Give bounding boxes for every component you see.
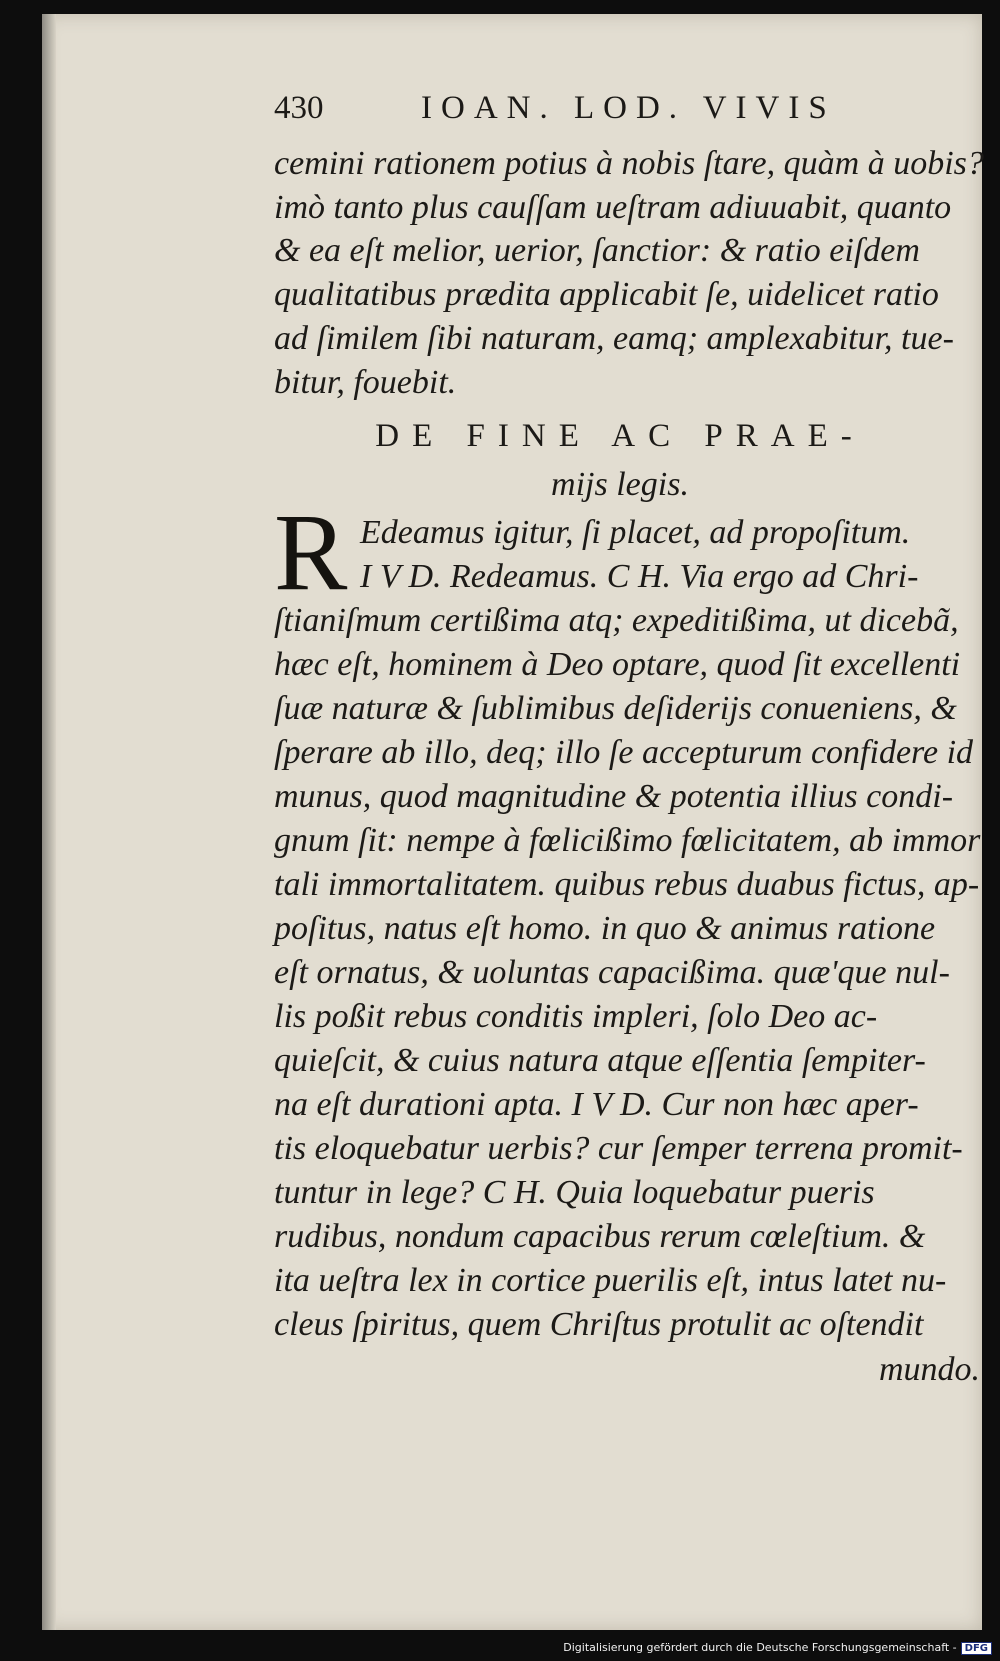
text-line: Edeamus igitur, ſi placet, ad propoſitum. bbox=[360, 514, 911, 551]
text-line: ſperare ab illo, deq; illo ſe accepturum confidere id bbox=[274, 734, 974, 771]
drop-cap: R bbox=[274, 491, 348, 613]
text-line: ſuæ naturæ & ſublimibus deſiderijs conueniens, & bbox=[274, 690, 957, 727]
text-line: I V D. Redeamus. C H. Via ergo ad Chri- bbox=[360, 558, 919, 595]
text-line: hæc eſt, hominem à Deo optare, quod ſit excellenti bbox=[274, 646, 961, 683]
text-line: munus, quod magnitudine & potentia illius condi- bbox=[274, 778, 954, 815]
credit-text: Digitalisierung gefördert durch die Deutsche Forschungsgemeinschaft - bbox=[563, 1641, 957, 1654]
text-line: tis eloquebatur uerbis? cur ſemper terrena promit- bbox=[274, 1130, 963, 1167]
running-head bbox=[274, 90, 914, 134]
page-number: 430 bbox=[274, 90, 324, 126]
text-line: & ea eſt melior, uerior, ſanctior: & ratio eiſdem bbox=[274, 232, 920, 269]
text-line: cleus ſpiritus, quem Chriſtus protulit ac oſtendit bbox=[274, 1306, 924, 1343]
text-line: ad ſimilem ſibi naturam, eamq; amplexabitur, tue- bbox=[274, 320, 954, 357]
text-line: na eſt durationi apta. I V D. Cur non hæc aper- bbox=[274, 1086, 919, 1123]
text-line: rudibus, nondum capacibus rerum cœleſtium. & bbox=[274, 1218, 926, 1255]
text-line: poſitus, natus eſt homo. in quo & animus ratione bbox=[274, 910, 936, 947]
page-gutter bbox=[42, 14, 56, 1630]
text-line: imò tanto plus cauſſam ueſtram adiuuabit, quanto bbox=[274, 189, 952, 226]
section-heading-continuation: mijs legis. bbox=[551, 466, 689, 503]
digitization-credit bbox=[563, 1641, 992, 1655]
text-line: eſt ornatus, & uoluntas capacißima. quæ'que nul- bbox=[274, 954, 950, 991]
text-line: ita ueſtra lex in cortice puerilis eſt, intus latet nu- bbox=[274, 1262, 947, 1299]
text-line: tali immortalitatem. quibus rebus duabus fictus, ap- bbox=[274, 866, 980, 903]
text-line: ſtianiſmum certißima atq; expeditißima, ut dicebã, bbox=[274, 602, 959, 639]
text-line: qualitatibus prædita applicabit ſe, uidelicet ratio bbox=[274, 276, 939, 313]
text-line: gnum ſit: nempe à fœlicißimo fœlicitatem, ab immor bbox=[274, 822, 981, 859]
text-line: bitur, fouebit. bbox=[274, 364, 457, 401]
text-line: lis poßit rebus conditis impleri, ſolo Deo ac- bbox=[274, 998, 878, 1035]
text-line: tuntur in lege? C H. Quia loquebatur pueris bbox=[274, 1174, 875, 1211]
section-heading: DE FINE AC PRAE- bbox=[375, 418, 865, 454]
text-line: quieſcit, & cuius natura atque eſſentia ſempiter- bbox=[274, 1042, 926, 1079]
final-word: mundo. bbox=[878, 1351, 980, 1388]
running-title: IOAN. LOD. VIVIS bbox=[421, 90, 836, 126]
text-line: cemini rationem potius à nobis ſtare, quàm à uobis? bbox=[274, 145, 984, 182]
dfg-logo: DFG bbox=[961, 1642, 992, 1655]
